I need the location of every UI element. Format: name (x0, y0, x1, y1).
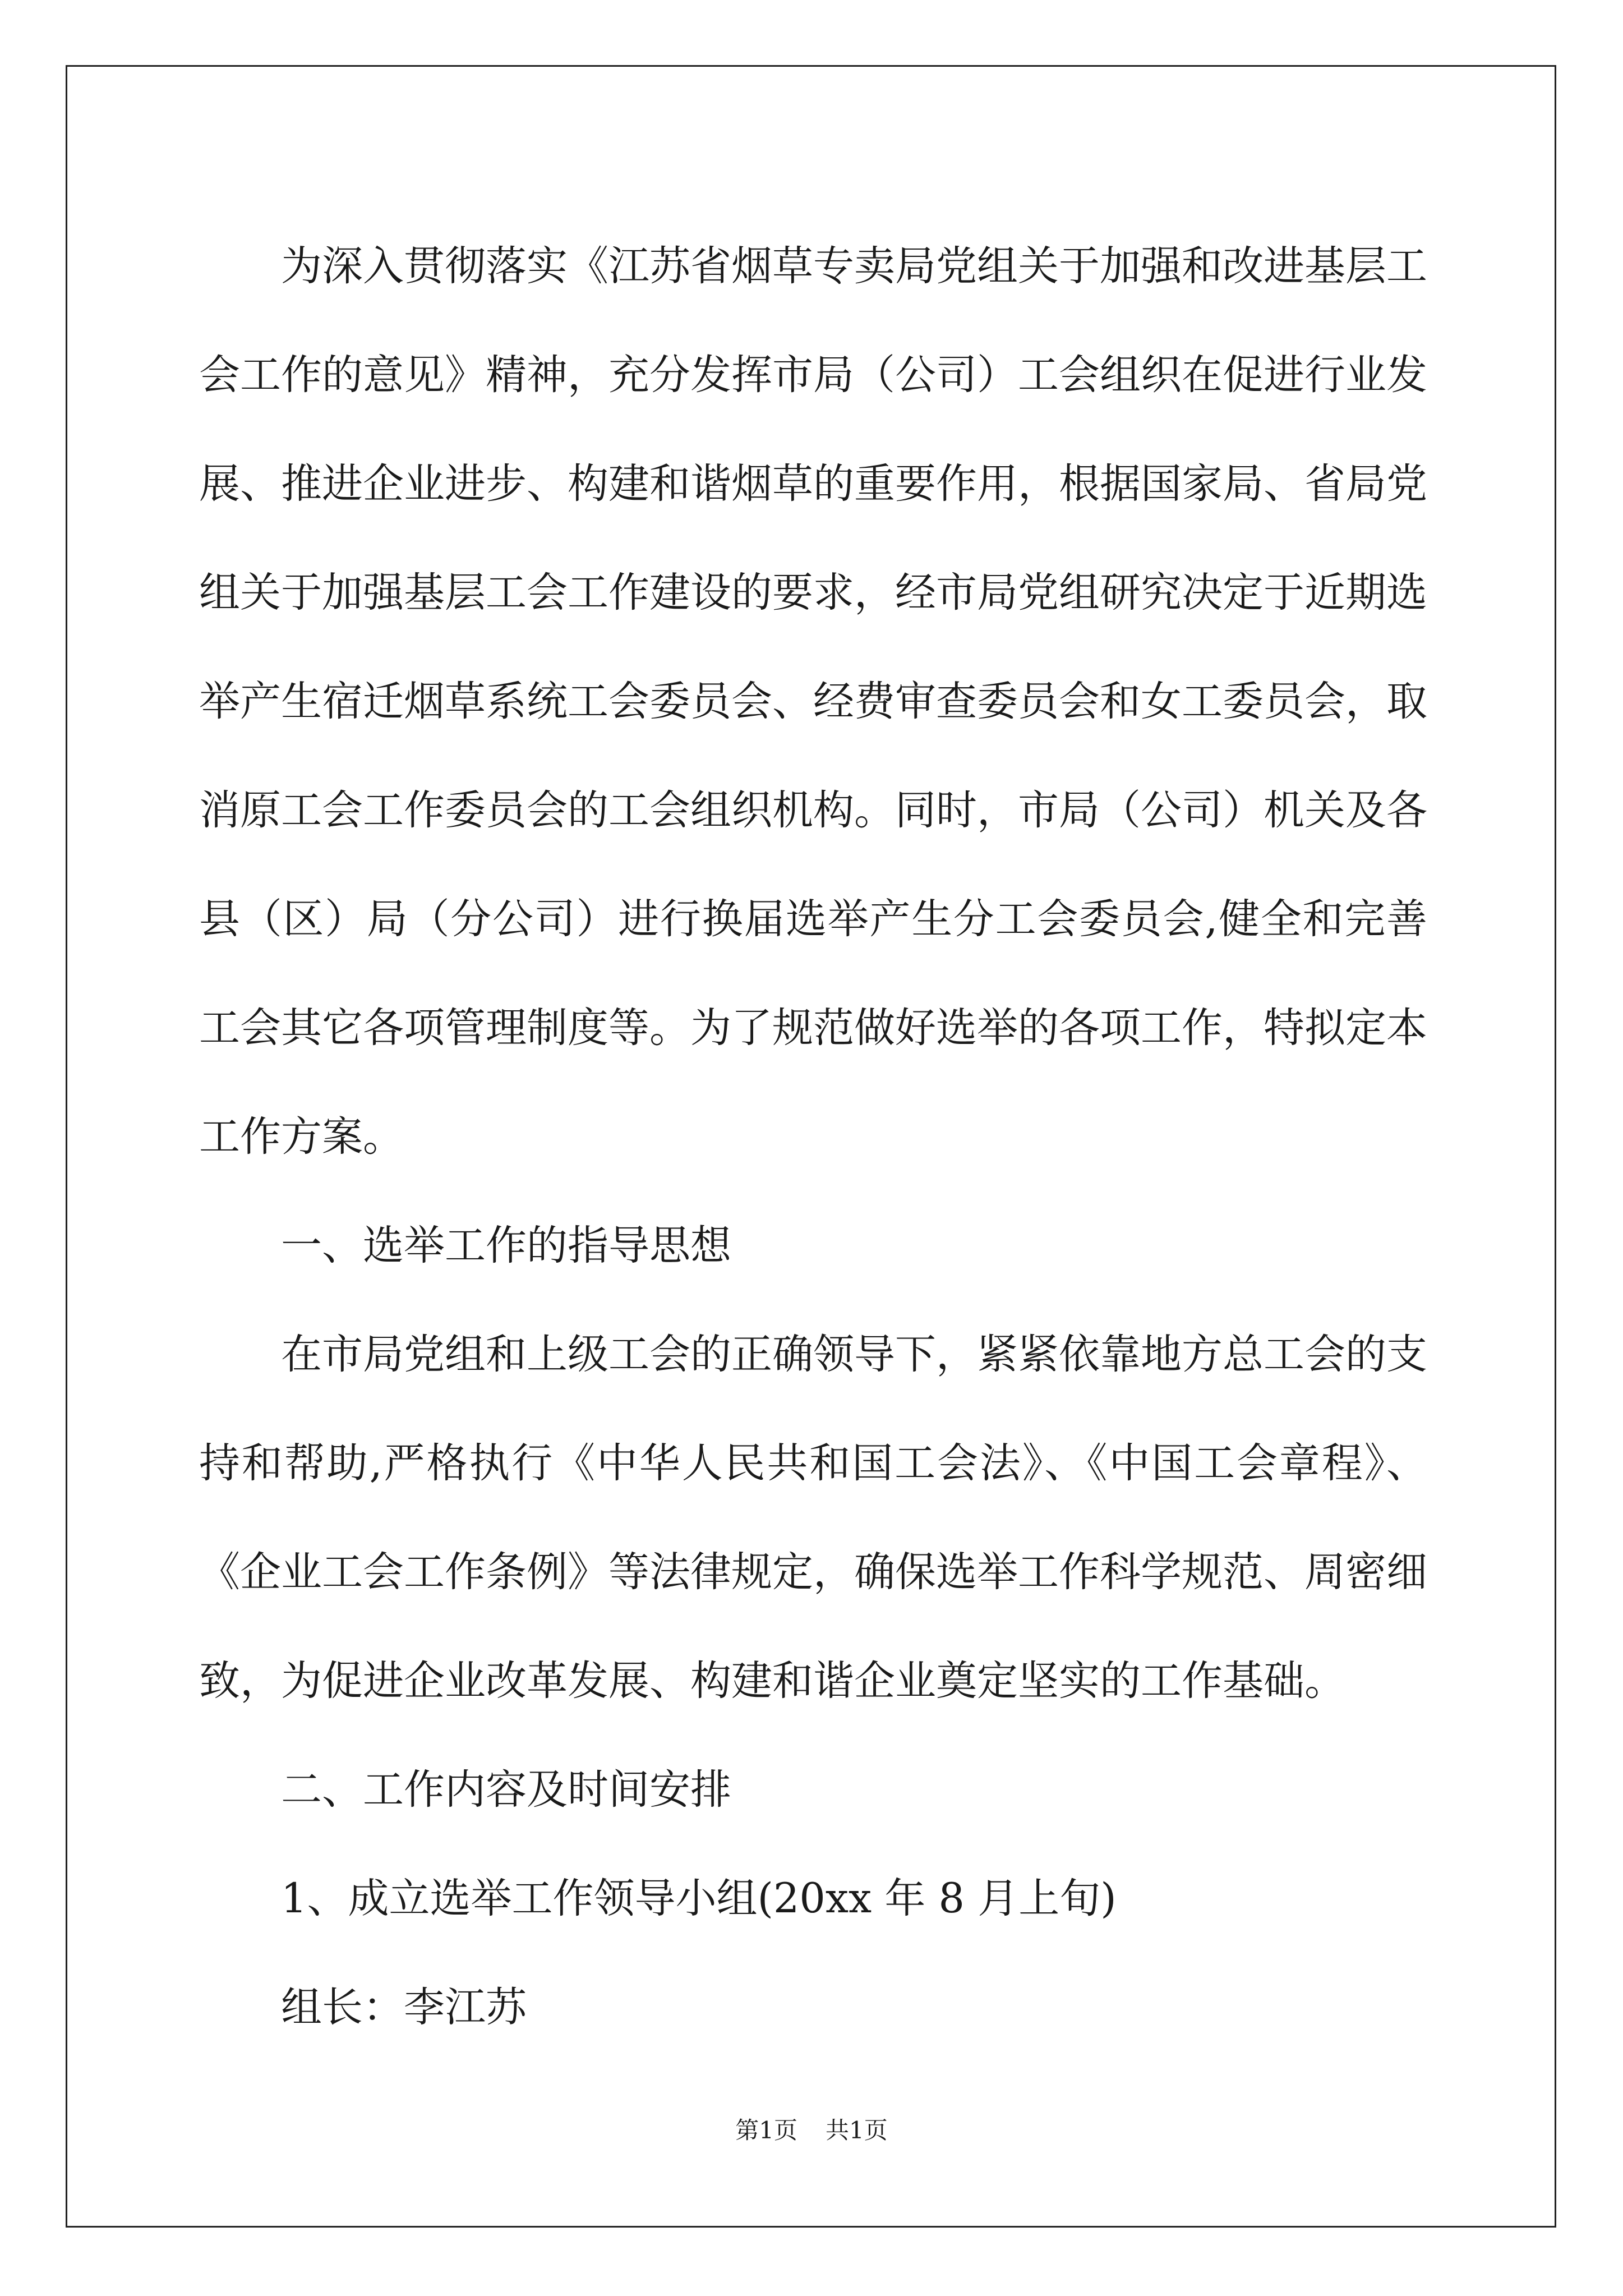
page-footer (0, 2114, 1623, 2147)
page-number-total: 共1页 (826, 2116, 888, 2144)
section-heading-1: 一、选举工作的指导思想 (281, 1222, 731, 1269)
subsection-item-1: 1、成立选举工作领导小组(20xx 年 8 月上旬) (281, 1875, 1117, 1922)
intro-paragraph: 为深入贯彻落实《江苏省烟草专卖局党组关于加强和改进基层工会工作的意见》精神，充分发挥市局（公司）工会组织在促进行业发展、推进企业进步、构建和谐烟草的重要作用，根据国家局、省局党组关于加强基层工会工作建设的要求，经市局党组研究决定于近期选举产生宿迁烟草系统工会委员会、经费审查委员会和女工委员会，取消原工会工作委员会的工会组织机构。同时，市局（公司）机关及各县（区）局（分公司）进行换届选举产生分工会委员会,健全和完善工会其它各项管理制度等。为了规范做好选举的各项工作，特拟定本工作方案。 (199, 242, 1427, 1161)
document-body (199, 212, 1427, 2062)
section-heading-2: 二、工作内容及时间安排 (281, 1766, 731, 1814)
guiding-principle-paragraph: 在市局党组和上级工会的正确领导下，紧紧依靠地方总工会的支持和帮助,严格执行《中华人民共和国工会法》、《中国工会章程》、《企业工会工作条例》等法律规定，确保选举工作科学规范、周密细致，为促进企业改革发展、构建和谐企业奠定坚实的工作基础。 (199, 1331, 1427, 1705)
group-leader-line: 组长：李江苏 (281, 1984, 527, 2031)
page-number-current: 第1页 (735, 2116, 797, 2144)
